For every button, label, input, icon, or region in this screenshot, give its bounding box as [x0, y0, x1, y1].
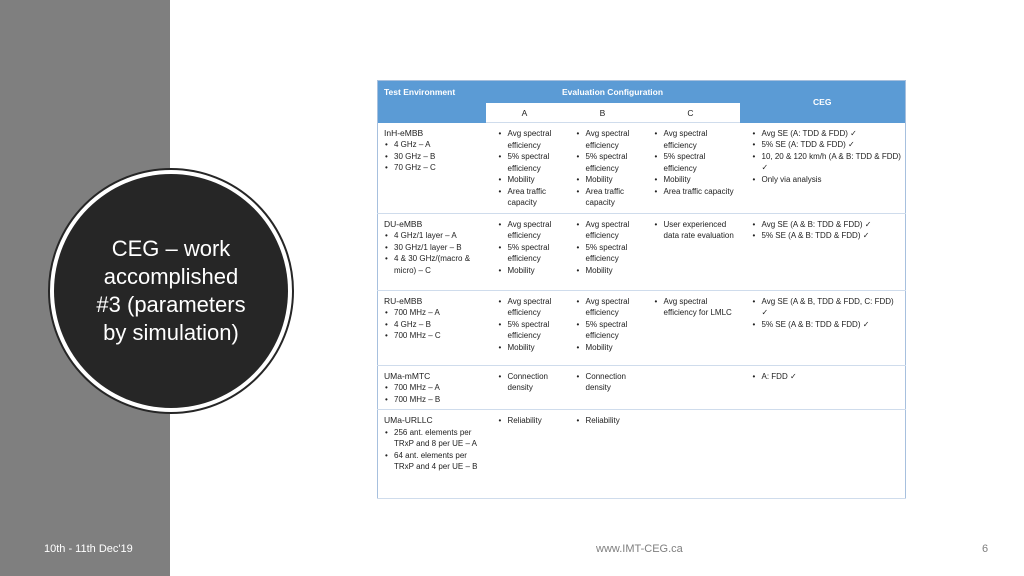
a-item: • Connection density: [508, 371, 560, 394]
a-item: • Avg spectral efficiency: [508, 296, 560, 319]
env-name: RU-eMBB: [384, 295, 423, 306]
c-item: • User experienced data rate evaluation: [664, 219, 736, 242]
a-item: • 5% spectral efficiency: [508, 151, 560, 174]
env-name: InH-eMBB: [384, 127, 424, 138]
c-item: • Area traffic capacity: [664, 186, 736, 198]
title-circle: [54, 174, 288, 408]
b-item: • Mobility: [586, 265, 638, 277]
b-item: • Reliability: [586, 415, 638, 427]
env-name: DU-eMBB: [384, 218, 423, 229]
env-cell: [378, 410, 486, 499]
a-item: • Mobility: [508, 265, 560, 277]
ceg-item: • 5% SE (A: TDD & FDD) ✓: [762, 139, 902, 151]
env-item: • 256 ant. elements per TRxP and 8 per UE – A: [394, 427, 482, 450]
header-config-c: C: [642, 103, 740, 123]
header-config-a: A: [486, 103, 564, 123]
c-cell: [642, 123, 740, 214]
b-cell: [564, 213, 642, 290]
c-cell: [642, 365, 740, 410]
env-cell: [378, 123, 486, 214]
table-row: [378, 290, 906, 365]
a-item: • Area traffic capacity: [508, 186, 560, 209]
ceg-item: • A: FDD ✓: [762, 371, 902, 383]
b-item: • Avg spectral efficiency: [586, 128, 638, 151]
env-item: • 700 MHz – C: [394, 330, 482, 342]
env-name: UMa-URLLC: [384, 415, 433, 425]
a-item: • Avg spectral efficiency: [508, 219, 560, 242]
env-item: • 4 & 30 GHz/(macro & micro) – C: [394, 253, 482, 276]
ceg-item: • Avg SE (A: TDD & FDD) ✓: [762, 128, 902, 140]
env-cell: [378, 290, 486, 365]
table-row: [378, 123, 906, 214]
env-name: UMa-mMTC: [384, 370, 431, 381]
ceg-cell: [740, 213, 906, 290]
c-item: • 5% spectral efficiency: [664, 151, 736, 174]
env-item: • 700 MHz – B: [394, 394, 482, 406]
b-cell: [564, 410, 642, 499]
b-item: • 5% spectral efficiency: [586, 319, 638, 342]
b-cell: [564, 123, 642, 214]
b-item: • Mobility: [586, 174, 638, 186]
ceg-item: • Only via analysis: [762, 174, 902, 186]
b-item: • Avg spectral efficiency: [586, 296, 638, 319]
c-cell: [642, 410, 740, 499]
b-item: • Avg spectral efficiency: [586, 219, 638, 242]
env-item: • 700 MHz – A: [394, 382, 482, 394]
header-evaluation-configuration: Evaluation Configuration: [486, 81, 740, 104]
env-item: • 700 MHz – A: [394, 307, 482, 319]
c-cell: [642, 290, 740, 365]
b-item: • Mobility: [586, 342, 638, 354]
a-item: • Reliability: [508, 415, 560, 427]
b-item: • Connection density: [586, 371, 638, 394]
env-item: • 30 GHz – B: [394, 151, 482, 163]
c-item: • Mobility: [664, 174, 736, 186]
ceg-item: • 5% SE (A & B: TDD & FDD) ✓: [762, 319, 902, 331]
env-cell: [378, 213, 486, 290]
env-item: • 4 GHz – A: [394, 139, 482, 151]
header-config-b: B: [564, 103, 642, 123]
a-cell: [486, 123, 564, 214]
table-body: [378, 123, 906, 499]
table-row: [378, 410, 906, 499]
a-item: • Avg spectral efficiency: [508, 128, 560, 151]
a-item: • 5% spectral efficiency: [508, 319, 560, 342]
env-item: • 4 GHz – B: [394, 319, 482, 331]
b-cell: [564, 365, 642, 410]
env-item: • 64 ant. elements per TRxP and 4 per UE – B: [394, 450, 482, 473]
a-cell: [486, 365, 564, 410]
ceg-cell: [740, 365, 906, 410]
a-item: • Mobility: [508, 342, 560, 354]
b-item: • 5% spectral efficiency: [586, 242, 638, 265]
page-number: 6: [982, 543, 989, 555]
a-item: • Mobility: [508, 174, 560, 186]
table-row: [378, 365, 906, 410]
b-item: • 5% spectral efficiency: [586, 151, 638, 174]
b-cell: [564, 290, 642, 365]
c-item: • Avg spectral efficiency: [664, 128, 736, 151]
ceg-item: • 10, 20 & 120 km/h (A & B: TDD & FDD) ✓: [762, 151, 902, 174]
a-item: • 5% spectral efficiency: [508, 242, 560, 265]
env-item: • 4 GHz/1 layer – A: [394, 230, 482, 242]
ceg-cell: [740, 290, 906, 365]
ceg-cell: [740, 410, 906, 499]
header-ceg: CEG: [740, 81, 906, 123]
a-cell: [486, 410, 564, 499]
ceg-item: • Avg SE (A & B: TDD & FDD) ✓: [762, 219, 902, 231]
ceg-cell: [740, 123, 906, 214]
header-test-environment: Test Environment: [378, 81, 486, 123]
env-item: • 30 GHz/1 layer – B: [394, 242, 482, 254]
table-row: [378, 213, 906, 290]
ceg-item: • 5% SE (A & B: TDD & FDD) ✓: [762, 230, 902, 242]
env-item: • 70 GHz – C: [394, 162, 482, 174]
slide-title: CEG – work accomplished #3 (parameters by simulation): [96, 236, 246, 345]
a-cell: [486, 290, 564, 365]
b-item: • Area traffic capacity: [586, 186, 638, 209]
footer-url: www.IMT-CEG.ca: [596, 543, 683, 555]
a-cell: [486, 213, 564, 290]
c-item: • Avg spectral efficiency for LMLC: [664, 296, 736, 319]
ceg-item: • Avg SE (A & B, TDD & FDD, C: FDD) ✓: [762, 296, 902, 319]
c-cell: [642, 213, 740, 290]
footer-date: 10th - 11th Dec'19: [44, 543, 133, 555]
evaluation-table: [377, 80, 906, 499]
env-cell: [378, 365, 486, 410]
